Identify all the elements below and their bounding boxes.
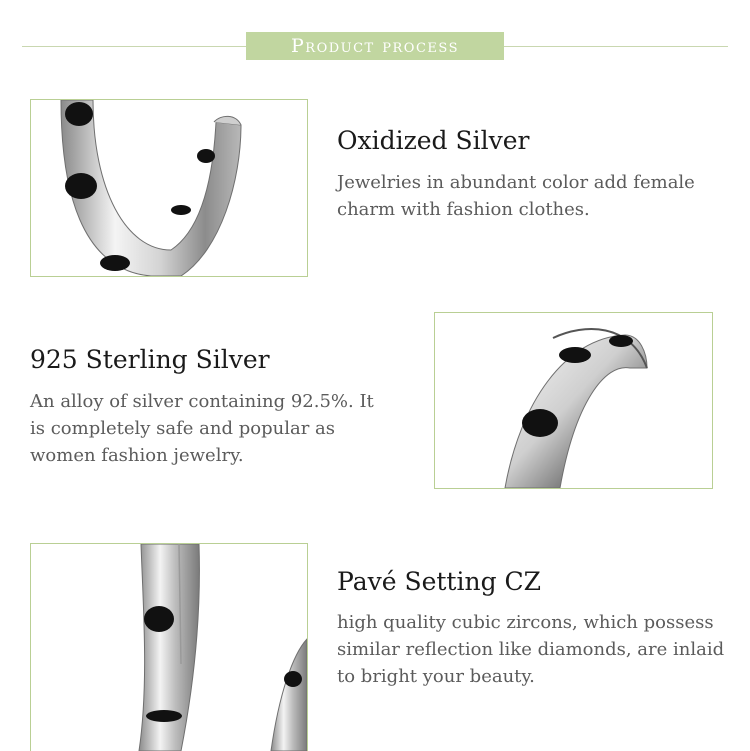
feature-desc-pave-setting: high quality cubic zircons, which possess similar reflection like diamonds, are inlaid to bright your beauty. xyxy=(337,612,725,687)
pave-setting-image xyxy=(30,543,308,751)
oxidized-silver-image xyxy=(30,99,308,277)
divider-right xyxy=(504,46,728,47)
divider-left xyxy=(22,46,246,47)
ring-closeup-illustration xyxy=(31,100,307,276)
feature-desc-oxidized-silver: Jewelries in abundant color add female charm with fashion clothes. xyxy=(337,172,695,220)
ring-stones-illustration xyxy=(31,544,307,751)
sterling-silver-image xyxy=(434,312,713,489)
ring-arc-illustration xyxy=(435,313,712,488)
feature-title-pave-setting: Pavé Setting CZ xyxy=(337,567,542,596)
feature-title-sterling-silver: 925 Sterling Silver xyxy=(30,345,270,374)
feature-title-oxidized-silver: Oxidized Silver xyxy=(337,126,530,155)
section-banner: Product process xyxy=(246,32,504,60)
feature-desc-sterling-silver: An alloy of silver containing 92.5%. It is completely safe and popular as women fashion jewelry. xyxy=(30,391,374,466)
